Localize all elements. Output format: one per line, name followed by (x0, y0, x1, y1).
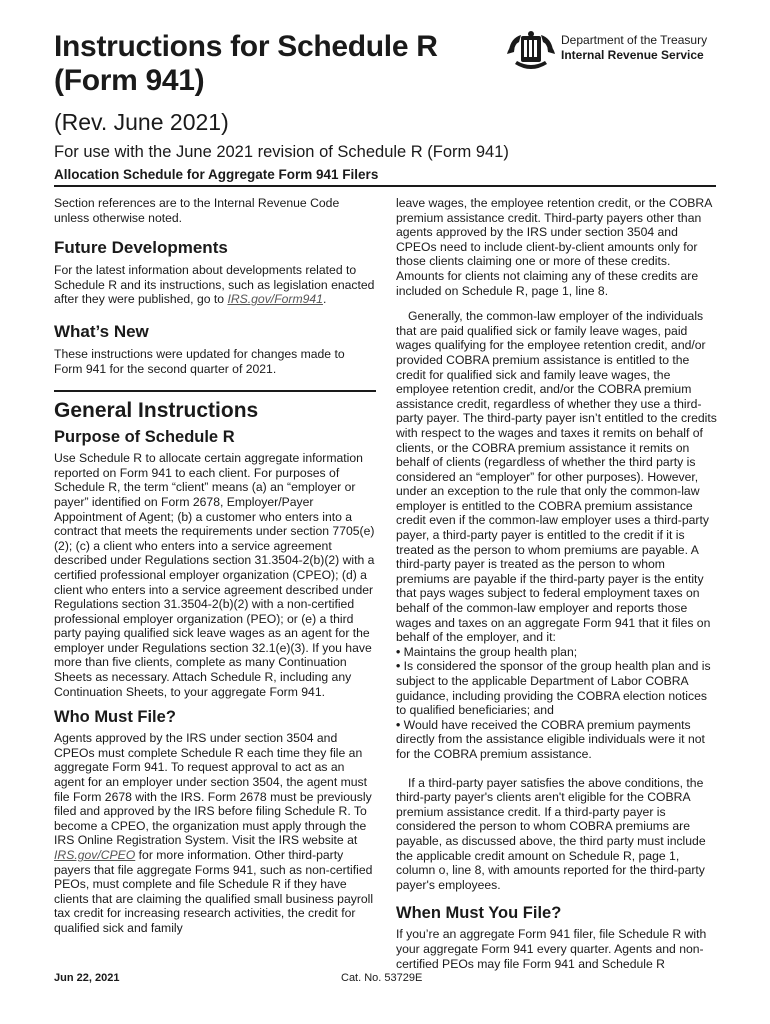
intro-text: Section references are to the Internal Revenue Code unless otherwise noted. (54, 196, 340, 225)
left-column (54, 196, 376, 936)
right-column (396, 196, 718, 971)
use-statement: For use with the June 2021 revision of Schedule R (Form 941) (54, 143, 509, 161)
who-text-b: for more information. Other third-party payers that file aggregate Forms 941, such as non-certified PEOs, must complete and file Schedule R if they have clients that are claiming the qualified small business payroll tax credit for increasing research activities, the credit for qualified sick and family (54, 848, 374, 935)
document-title (54, 30, 494, 98)
bullet-item-1: • Maintains the group health plan; (396, 645, 718, 660)
when-must-you-file-text: If you’re an aggregate Form 941 filer, file Schedule R with your aggregate Form 941 every quarter. Agents and non-certified PEOs may file Form 941 and Schedule R (396, 927, 707, 971)
cpeo-link[interactable]: IRS.gov/CPEO (54, 848, 136, 862)
agency-name: Internal Revenue Service (561, 48, 704, 62)
right-paragraph-1: leave wages, the employee retention credit, or the COBRA premium assistance credit. Third-party payers other than agents approved by the IRS under section 3504 and CPEOs need to include client-by-client amounts only for those clients claiming one or more of these credits. Amounts for clients not claiming any of these credits are included on Schedule R, page 1, line 8. (396, 196, 712, 298)
catalog-number: Cat. No. 53729E (341, 972, 423, 984)
right-paragraph-3: If a third-party payer satisfies the above conditions, the third-party payer's clients aren't eligible for the COBRA premium assistance credit. If a third-party payer is considered the person to whom COBRA premiums are payable, as discussed above, the third party must include the applicable credit amount on Schedule R, page 1, column o, line 8, with amounts reported for the third-party payer's employees. (396, 775, 706, 892)
bullet-item-2: • Is considered the sponsor of the group health plan and is subject to the applicable Department of Labor COBRA guidance, including providing the COBRA election notices to qualified beneficiaries; and (396, 659, 718, 717)
who-text-a: Agents approved by the IRS under section 3504 and CPEOs must complete Schedule R each time they file an aggregate Form 941. To request approval to act as an agent for an employer under section 3504, the agent must file Form 2678 with the IRS. Form 2678 must be previously filed and approved by the IRS before filing Schedule R. To become a CPEO, the organization must apply through the IRS Online Registration System. Visit the IRS website at (54, 731, 372, 848)
irs-eagle-logo-icon (505, 30, 557, 72)
whats-new-text: These instructions were updated for changes made to Form 941 for the second quarter of 2021. (54, 346, 345, 376)
bullet-item-3: • Would have received the COBRA premium payments directly from the assistance eligible individuals were it not for the COBRA premium assistance. (396, 718, 718, 762)
purpose-heading: Purpose of Schedule R (54, 428, 235, 447)
form941-link[interactable]: IRS.gov/Form941 (227, 292, 323, 307)
right-paragraph-2: Generally, the common-law employer of the individuals that are paid qualified sick or family leave wages, paid wages qualifying for the employee retention credit, and/or provided COBRA premium assistance is entitled to the credit for qualified sick and family leave wages, the employee retention credit, and/or the COBRA premium assistance credit, regardless of whether they use a third-party payer. The third-party payer isn’t entitled to the credits with respect to the wages and taxes it remits on behalf of clients, or the COBRA premium assistance it remits on behalf of clients (regardless of whether the third party is considered an “employer” for other purposes). However, under an exception to the rule that only the common-law employer is entitled to the COBRA premium assistance credit even if the common-law employer uses a third-party payer, a third-party payer is entitled to the credit if it is treated as the person to whom premiums are payable. A third-party payer is treated as the person to whom premiums are payable if the third-party payer is the entity that pays wages subject to federal employment taxes on behalf of the common-law employer and reports those wages and taxes on an aggregate Form 941 that it files on behalf of the employer, and it: (396, 309, 717, 645)
department-name: Department of the Treasury (561, 33, 708, 47)
future-text-body: For the latest information about developments related to Schedule R and its instructions, such as legislation enacted after they were published, go to (54, 263, 375, 307)
revision-date: (Rev. June 2021) (54, 109, 229, 135)
future-developments-heading: Future Developments (54, 238, 228, 258)
future-text-end: . (322, 292, 327, 307)
allocation-subtitle: Allocation Schedule for Aggregate Form 941 Filers (54, 167, 379, 182)
purpose-text: Use Schedule R to allocate certain aggregate information reported on Form 941 to each client. For purposes of Schedule R, the term “client” means (a) an “employer or payer” identified on Form 2678, Employer/Payer Appointment of Agent; (b) a customer who enters into a contract that meets the requirements under section 7705(e)(2); (c) a client who enters into a service agreement described under Regulations section 31.3504-2(b)(2) with a certified professional employer organization (CPEO); (d) a client who enters into a service agreement described under Regulations section 31.3504-2(b)(2) with a non-certified professional employer organization (PEO); or (e) a third party paying qualified sick leave wages as an agent for the employer under Regulations section 32.1(e)(3). If you have more than five clients, complete as many Continuation Sheets as necessary. Attach Schedule R, including any Continuation Sheets, to your aggregate Form 941. (54, 451, 375, 699)
general-instructions-heading: General Instructions (54, 399, 259, 423)
title-line-1: Instructions for Schedule R (54, 30, 438, 63)
section-divider (54, 390, 376, 392)
who-must-file-text (54, 731, 376, 935)
future-developments-text (54, 263, 376, 307)
header-divider (54, 185, 716, 187)
who-must-file-heading: Who Must File? (54, 708, 176, 727)
whats-new-heading: What’s New (54, 321, 149, 341)
title-line-2: (Form 941) (54, 64, 205, 97)
when-must-you-file-heading: When Must You File? (396, 904, 562, 923)
footer-date: Jun 22, 2021 (54, 972, 120, 984)
